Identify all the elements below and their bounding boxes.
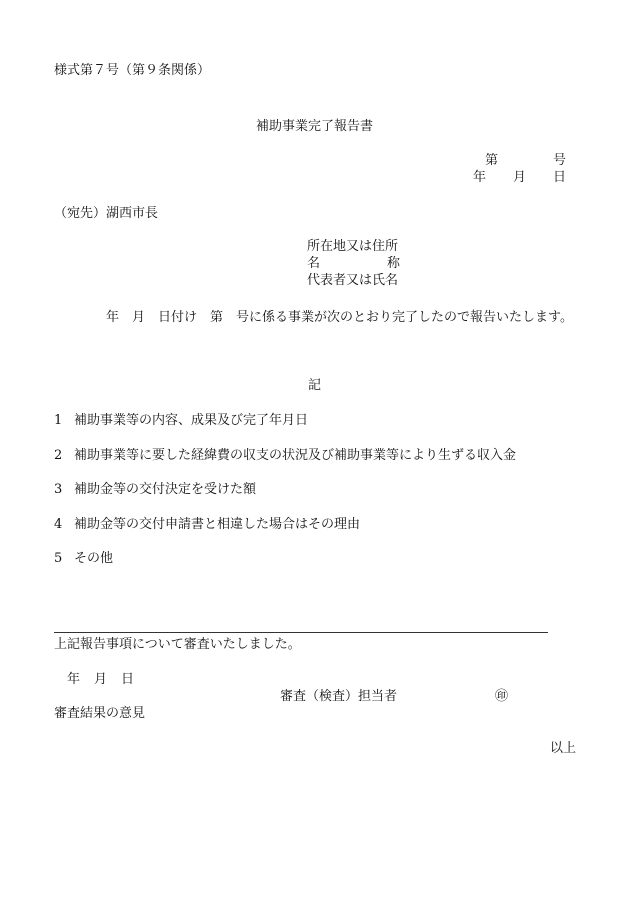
list-item-text: 補助金等の交付決定を受けた額 <box>74 482 257 497</box>
name-label-first: 名 <box>307 256 321 271</box>
list-item-text: 補助事業等の内容、成果及び完了年月日 <box>74 413 309 428</box>
body-sentence: 年 月 日付け 第 号に係る事業が次のとおり完了したので報告いたします。 <box>106 310 573 325</box>
name-label-second: 称 <box>387 256 401 271</box>
list-item-text: その他 <box>74 551 114 566</box>
list-item-number: 1 <box>54 413 63 428</box>
form-label: 様式第７号（第９条関係） <box>54 63 211 78</box>
review-date-year: 年 <box>67 672 81 687</box>
doc-date-day: 日 <box>553 170 567 185</box>
review-result-label: 審査結果の意見 <box>54 706 146 721</box>
seal-mark: ㊞ <box>495 689 509 704</box>
doc-number-prefix: 第 <box>485 153 499 168</box>
list-item-number: 4 <box>54 517 63 532</box>
doc-date-year: 年 <box>473 170 487 185</box>
list-item-number: 3 <box>54 482 63 497</box>
closing-remark: 以上 <box>550 741 577 756</box>
document-title: 補助事業完了報告書 <box>256 119 374 134</box>
divider-line <box>54 632 548 633</box>
address-label: 所在地又は住所 <box>307 239 399 254</box>
list-item-text: 補助事業等に要した経緯費の収支の状況及び補助事業等により生ずる収入金 <box>74 448 517 463</box>
addressee: （宛先）湖西市長 <box>54 206 159 221</box>
representative-label: 代表者又は氏名 <box>307 273 399 288</box>
doc-date-month: 月 <box>513 170 527 185</box>
list-item-text: 補助金等の交付申請書と相違した場合はその理由 <box>74 517 361 532</box>
ki-heading: 記 <box>308 378 322 393</box>
list-item-number: 5 <box>54 551 63 566</box>
reviewer-label: 審査（検査）担当者 <box>280 689 398 704</box>
doc-number-suffix: 号 <box>553 153 567 168</box>
review-date-day: 日 <box>121 672 135 687</box>
list-item-number: 2 <box>54 448 63 463</box>
review-date-month: 月 <box>94 672 108 687</box>
review-statement: 上記報告事項について審査いたしました。 <box>54 637 301 652</box>
